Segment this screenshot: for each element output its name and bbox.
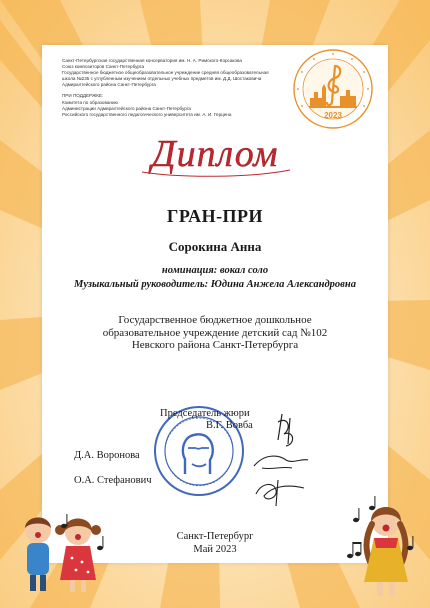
recipient-name: Сорокина Анна — [168, 239, 262, 254]
institution-line: образовательное учреждение детский сад №102 — [102, 326, 328, 339]
singing-girl-illustration — [346, 492, 426, 602]
jury-member: О.А. Стефанович — [74, 475, 152, 486]
support-title: ПРИ ПОДДЕРЖКЕ: — [62, 93, 104, 99]
jury-signatures — [248, 410, 314, 510]
nomination-block — [42, 264, 388, 292]
festival-logo — [292, 48, 374, 130]
jury-chair-label: Председатель жюри — [160, 408, 250, 419]
organizer-line: школа №235 с углубленным изучением отдельных учебных предметов им. Д.Д. Шостаковича — [62, 76, 262, 82]
institution-line: Государственное бюджетное дошкольное — [118, 314, 312, 326]
jury-member: Д.А. Воронова — [74, 450, 140, 461]
footer-city: Санкт-Петербург — [176, 531, 254, 542]
organizer-line: Государственное бюджетное общеобразовательное учреждение средняя общеобразовательная — [62, 70, 269, 76]
organizers-block — [62, 58, 294, 118]
diploma-title — [130, 132, 300, 178]
institution-block — [42, 314, 388, 352]
nomination-line: номинация: вокал соло — [161, 265, 269, 276]
organizer-line: Союз композиторов Санкт-Петербурга — [62, 64, 145, 70]
singing-kids-illustration — [8, 500, 112, 600]
award-title: ГРАН-ПРИ — [166, 206, 264, 226]
logo-year: 2023 — [324, 111, 342, 120]
footer-date: Май 2023 — [193, 543, 237, 555]
jury-chair-block — [160, 408, 253, 432]
footer-block — [140, 531, 290, 556]
organizer-line: Санкт-Петербургская государственная консерватория им. Н. А. Римского-Корсакова — [62, 58, 242, 63]
supporter-line: Комитета по образованию — [62, 99, 118, 105]
jury-chair-name: В.Г. Вовба — [206, 420, 253, 431]
supporter-line: Российского государственного педагогического университета им. А. И. Герцена — [62, 111, 232, 117]
supporter-line: Администрации Адмиралтейского района Санкт-Петербурга — [62, 105, 191, 111]
institution-line: Невского района Санкт-Петербурга — [131, 339, 299, 351]
organizer-line: Адмиралтейского района Санкт-Петербурга — [62, 82, 156, 88]
diploma-title-text: Диплом — [151, 133, 279, 175]
supervisor-line: Музыкальный руководитель: Юдина Анжела Александровна — [74, 279, 356, 290]
